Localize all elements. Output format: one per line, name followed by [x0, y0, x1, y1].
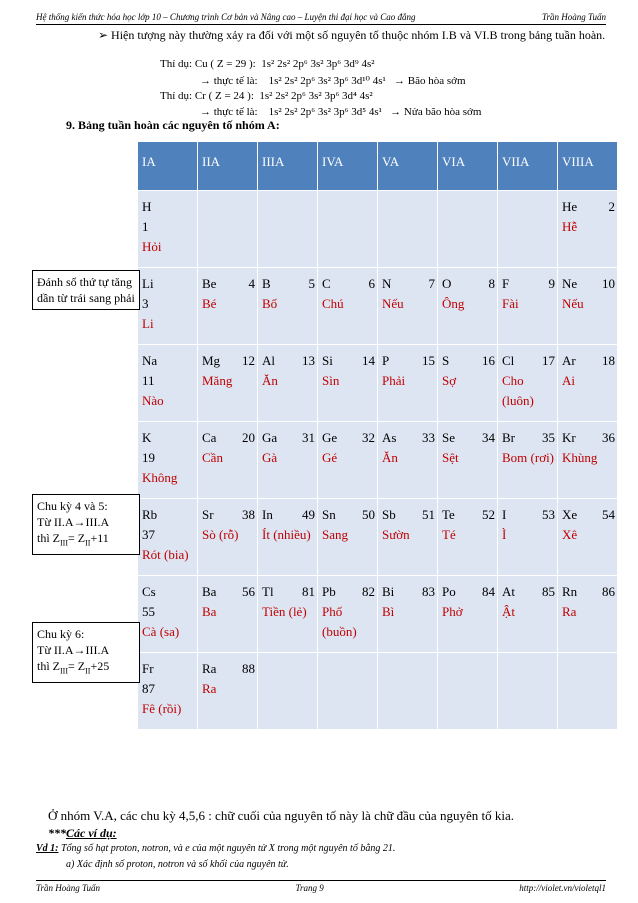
- element-cell: [378, 422, 438, 499]
- element-symbol: In: [262, 507, 273, 522]
- atomic-number: 10: [602, 276, 615, 291]
- mnemonic-word: Cần: [202, 450, 223, 465]
- element-cell: [258, 653, 318, 730]
- mnemonic-word: Khùng: [562, 450, 598, 465]
- element-cell: [438, 576, 498, 653]
- mnemonic-word: Ra: [562, 604, 577, 619]
- period-row: [138, 191, 618, 268]
- period-4-5-formula: thì $Z_{III}= Z_{II}+11$: [37, 531, 109, 548]
- mnemonic-word: Ật: [502, 604, 515, 619]
- element-cell: [378, 345, 438, 422]
- mnemonic-word: Li: [142, 316, 154, 331]
- mnemonic-word: Tiền (lẻ): [262, 604, 307, 619]
- element-symbol: Ar: [562, 353, 576, 368]
- cu-label: Thí dụ: Cu ( Z = 29 ):: [160, 58, 256, 70]
- element-symbol: Po: [442, 584, 456, 599]
- element-cell: [378, 653, 438, 730]
- element-symbol: Se: [442, 430, 455, 445]
- element-symbol: Xe: [562, 507, 578, 522]
- footer-page: Trang 9: [295, 883, 324, 893]
- element-cell: [318, 191, 378, 268]
- element-symbol: Br: [502, 430, 515, 445]
- atomic-number: 17: [542, 353, 555, 368]
- element-cell: [558, 268, 618, 345]
- mnemonic-word: Cà (sa): [142, 624, 180, 639]
- element-cell: [318, 422, 378, 499]
- cr-config: 1s² 2s² 2p⁶ 3s² 3p⁶ 3d⁴ 4s²: [259, 90, 373, 102]
- element-symbol: Rn: [562, 584, 578, 599]
- element-cell: [258, 191, 318, 268]
- element-cell: [138, 268, 198, 345]
- mnemonic-word: Xê: [562, 527, 578, 542]
- mnemonic-word: Ông: [442, 296, 465, 311]
- mnemonic-word: Sợ: [442, 373, 457, 388]
- atomic-number: 83: [422, 584, 435, 599]
- element-symbol: Ne: [562, 276, 578, 291]
- element-cell: [258, 345, 318, 422]
- element-cell: [498, 653, 558, 730]
- cu-note: → Bão hòa sớm: [394, 75, 466, 87]
- element-cell: [198, 576, 258, 653]
- element-symbol: N: [382, 276, 392, 291]
- element-symbol: Rb: [142, 507, 158, 522]
- atomic-number: 32: [362, 430, 375, 445]
- element-symbol: Ge: [322, 430, 338, 445]
- order-note: Đánh số thứ tự tăng dần từ trái sang phải: [32, 270, 140, 310]
- element-symbol: P: [382, 353, 390, 368]
- group-header: IA: [138, 142, 198, 191]
- group-header: IIA: [198, 142, 258, 191]
- period-6-note: [32, 622, 140, 683]
- mnemonic-word: Té: [442, 527, 456, 542]
- cr-label: Thí dụ: Cr ( Z = 24 ):: [160, 90, 254, 102]
- atomic-number: 51: [422, 507, 435, 522]
- element-cell: [558, 576, 618, 653]
- element-symbol: O: [442, 276, 452, 291]
- period-6-formula: thì $Z_{III}= Z_{II}+25$: [37, 659, 110, 676]
- cr-real-example: [200, 106, 481, 118]
- period-row: [138, 268, 618, 345]
- mnemonic-word: Fài: [502, 296, 519, 311]
- element-symbol: Ra: [202, 661, 217, 676]
- mnemonic-word: Bố: [262, 296, 278, 311]
- atomic-number: 11: [142, 373, 155, 388]
- element-cell: [198, 653, 258, 730]
- cu-example: [160, 58, 375, 70]
- mnemonic-word: Bom (rơi): [502, 450, 555, 465]
- element-cell: [138, 576, 198, 653]
- period-4-5-note: [32, 494, 140, 555]
- atomic-number: 14: [362, 353, 375, 368]
- atomic-number: 3: [142, 296, 149, 311]
- atomic-number: 49: [302, 507, 315, 522]
- cu-config: 1s² 2s² 2p⁶ 3s² 3p⁶ 3d⁹ 4s²: [261, 58, 375, 70]
- mnemonic-word: Phố (buồn): [322, 604, 357, 639]
- cr-real-label: → thực tế là:: [200, 106, 258, 118]
- examples-heading: ***Các ví dụ:: [48, 826, 117, 840]
- mnemonic-word: Ì: [502, 527, 507, 542]
- group-header: VIIA: [498, 142, 558, 191]
- element-cell: [378, 268, 438, 345]
- atomic-number: 81: [302, 584, 315, 599]
- atomic-number: 50: [362, 507, 375, 522]
- element-cell: [198, 191, 258, 268]
- atomic-number: 1: [142, 219, 149, 234]
- atomic-number: 88: [242, 661, 255, 676]
- atomic-number: 85: [542, 584, 555, 599]
- element-cell: [318, 576, 378, 653]
- element-symbol: Cs: [142, 584, 156, 599]
- cr-real-config: 1s² 2s² 2p⁶ 3s² 3p⁶ 3d⁵ 4s¹: [268, 106, 382, 118]
- element-symbol: K: [142, 430, 152, 445]
- element-symbol: Pb: [322, 584, 336, 599]
- element-symbol: Ba: [202, 584, 217, 599]
- element-cell: [498, 345, 558, 422]
- element-cell: [258, 422, 318, 499]
- element-cell: [558, 345, 618, 422]
- element-cell: [498, 499, 558, 576]
- element-cell: [258, 268, 318, 345]
- mnemonic-word: Sìn: [322, 373, 340, 388]
- element-symbol: Tl: [262, 584, 274, 599]
- element-symbol: At: [502, 584, 515, 599]
- element-symbol: Be: [202, 276, 217, 291]
- element-cell: [198, 422, 258, 499]
- atomic-number: 16: [482, 353, 495, 368]
- element-symbol: As: [382, 430, 397, 445]
- element-cell: [438, 422, 498, 499]
- element-cell: [378, 191, 438, 268]
- element-cell: [438, 499, 498, 576]
- mnemonic-word: Fê (rồi): [142, 701, 182, 716]
- atomic-number: 15: [422, 353, 435, 368]
- header-left: Hệ thống kiến thức hóa học lớp 10 – Chương trình Cơ bản và Nâng cao – Luyện thi đại học và Cao đẳng: [36, 12, 416, 22]
- mnemonic-word: Ăn: [262, 373, 278, 388]
- atomic-number: 5: [308, 276, 315, 291]
- element-cell: [138, 653, 198, 730]
- period-row: [138, 345, 618, 422]
- atomic-number: 36: [602, 430, 615, 445]
- element-symbol: B: [262, 276, 271, 291]
- mnemonic-word: Sệt: [442, 450, 459, 465]
- atomic-number: 19: [142, 450, 155, 465]
- mnemonic-word: Không: [142, 470, 178, 485]
- element-cell: [438, 191, 498, 268]
- element-cell: [258, 576, 318, 653]
- mnemonic-word: Hỏi: [142, 239, 162, 254]
- element-cell: [498, 191, 558, 268]
- element-cell: [498, 576, 558, 653]
- footer-url: http://violet.vn/violetql1: [519, 883, 606, 893]
- atomic-number: 18: [602, 353, 615, 368]
- cr-note: → Nửa bão hòa sớm: [390, 106, 482, 118]
- cr-example: [160, 90, 373, 102]
- group-header: VIIIA: [558, 142, 618, 191]
- element-cell: [438, 268, 498, 345]
- atomic-number: 34: [482, 430, 495, 445]
- mnemonic-word: Bé: [202, 296, 217, 311]
- element-symbol: Al: [262, 353, 275, 368]
- period-row: [138, 653, 618, 730]
- element-symbol: Li: [142, 276, 154, 291]
- element-cell: [318, 653, 378, 730]
- atomic-number: 35: [542, 430, 555, 445]
- footer-author: Trần Hoàng Tuấn: [36, 883, 101, 893]
- atomic-number: 54: [602, 507, 615, 522]
- atomic-number: 86: [602, 584, 615, 599]
- bullet-note: ➢ Hiện tượng này thường xảy ra đối với một số nguyên tố thuộc nhóm I.B và VI.B trong bảng tuần hoàn.: [98, 28, 606, 42]
- element-cell: [198, 268, 258, 345]
- element-cell: [138, 499, 198, 576]
- mnemonic-word: Ra: [202, 681, 217, 696]
- section-title: 9. Bảng tuần hoàn các nguyên tố nhóm A:: [66, 118, 280, 132]
- period-row: [138, 422, 618, 499]
- mnemonic-word: Măng: [202, 373, 233, 388]
- mnemonic-word: Sang: [322, 527, 348, 542]
- atomic-number: 6: [368, 276, 375, 291]
- element-symbol: Te: [442, 507, 455, 522]
- atomic-number: 2: [608, 199, 615, 214]
- element-cell: [198, 345, 258, 422]
- element-symbol: F: [502, 276, 510, 291]
- group-va-rule: Ở nhóm V.A, các chu kỳ 4,5,6 : chữ cuối của nguyên tố này là chữ đầu của nguyên tố kia.: [48, 808, 514, 823]
- period-6-title: Chu kỳ 6:: [37, 627, 85, 641]
- mnemonic-word: Phở: [442, 604, 463, 619]
- element-cell: [498, 268, 558, 345]
- element-symbol: C: [322, 276, 331, 291]
- atomic-number: 12: [242, 353, 255, 368]
- cu-real-example: [200, 74, 466, 87]
- atomic-number: 37: [142, 527, 155, 542]
- atomic-number: 84: [482, 584, 495, 599]
- cu-real-config: 1s² 2s² 2p⁶ 3s² 3p⁶ 3d¹⁰ 4s¹: [268, 75, 386, 87]
- mnemonic-word: Ba: [202, 604, 217, 619]
- atomic-number: 9: [548, 276, 555, 291]
- element-cell: [318, 268, 378, 345]
- element-cell: [318, 345, 378, 422]
- element-cell: [138, 191, 198, 268]
- element-symbol: Na: [142, 353, 158, 368]
- element-cell: [258, 499, 318, 576]
- atomic-number: 82: [362, 584, 375, 599]
- atomic-number: 52: [482, 507, 495, 522]
- element-cell: [318, 499, 378, 576]
- element-cell: [378, 576, 438, 653]
- element-symbol: Kr: [562, 430, 576, 445]
- element-cell: [198, 499, 258, 576]
- element-symbol: Si: [322, 353, 333, 368]
- atomic-number: 4: [248, 276, 255, 291]
- period-4-5-rule: Từ II.A→III.A: [37, 515, 110, 529]
- page-header: [36, 12, 606, 25]
- element-cell: [558, 422, 618, 499]
- mnemonic-word: Chú: [322, 296, 344, 311]
- element-symbol: Sb: [382, 507, 396, 522]
- periodic-table: [137, 141, 618, 730]
- element-cell: [378, 499, 438, 576]
- atomic-number: 56: [242, 584, 255, 599]
- group-header: IIIA: [258, 142, 318, 191]
- element-symbol: Fr: [142, 661, 154, 676]
- element-cell: [438, 345, 498, 422]
- mnemonic-word: Sườn: [382, 527, 410, 542]
- atomic-number: 31: [302, 430, 315, 445]
- element-symbol: Ga: [262, 430, 278, 445]
- element-cell: [138, 345, 198, 422]
- element-symbol: S: [442, 353, 450, 368]
- atomic-number: 55: [142, 604, 155, 619]
- element-cell: [558, 191, 618, 268]
- mnemonic-word: Ít (nhiều): [262, 527, 311, 542]
- atomic-number: 33: [422, 430, 435, 445]
- element-cell: [558, 499, 618, 576]
- mnemonic-word: Ai: [562, 373, 575, 388]
- element-symbol: Sr: [202, 507, 214, 522]
- element-symbol: He: [562, 199, 578, 214]
- atomic-number: 53: [542, 507, 555, 522]
- element-symbol: Bi: [382, 584, 395, 599]
- mnemonic-word: Bì: [382, 604, 395, 619]
- atomic-number: 38: [242, 507, 255, 522]
- mnemonic-word: Nào: [142, 393, 164, 408]
- element-symbol: Ca: [202, 430, 217, 445]
- mnemonic-word: Ăn: [382, 450, 398, 465]
- group-header: VA: [378, 142, 438, 191]
- element-symbol: Cl: [502, 353, 515, 368]
- header-right: Trần Hoàng Tuấn: [541, 12, 606, 22]
- element-symbol: I: [502, 507, 507, 522]
- mnemonic-word: Gà: [262, 450, 278, 465]
- period-row: [138, 499, 618, 576]
- example-1a: a) Xác định số proton, notron và số khối của nguyên tử.: [66, 859, 289, 870]
- element-symbol: H: [142, 199, 152, 214]
- atomic-number: 13: [302, 353, 315, 368]
- period-6-rule: Từ II.A→III.A: [37, 643, 110, 657]
- period-4-5-title: Chu kỳ 4 và 5:: [37, 499, 108, 513]
- element-cell: [438, 653, 498, 730]
- mnemonic-word: Gé: [322, 450, 338, 465]
- atomic-number: 87: [142, 681, 155, 696]
- element-cell: [138, 422, 198, 499]
- group-header: IVA: [318, 142, 378, 191]
- mnemonic-word: Nếu: [382, 296, 404, 311]
- atomic-number: 7: [428, 276, 435, 291]
- element-cell: [558, 653, 618, 730]
- cu-real-label: → thực tế là:: [200, 75, 258, 87]
- group-header: VIA: [438, 142, 498, 191]
- atomic-number: 20: [242, 430, 255, 445]
- mnemonic-word: Nếu: [562, 296, 584, 311]
- mnemonic-word: Cho (luôn): [502, 373, 534, 408]
- mnemonic-word: Hễ: [562, 219, 578, 234]
- element-symbol: Sn: [322, 507, 336, 522]
- mnemonic-word: Rót (bia): [142, 547, 189, 562]
- element-cell: [498, 422, 558, 499]
- element-symbol: Mg: [202, 353, 221, 368]
- atomic-number: 8: [488, 276, 495, 291]
- example-1: Vd 1: Tổng số hạt proton, notron, và e của một nguyên tử X trong một nguyên tố bằng 21.: [36, 843, 396, 854]
- period-row: [138, 576, 618, 653]
- mnemonic-word: Phải: [382, 373, 406, 388]
- mnemonic-word: Sò (rỗ): [202, 527, 239, 542]
- page-footer: [36, 880, 606, 893]
